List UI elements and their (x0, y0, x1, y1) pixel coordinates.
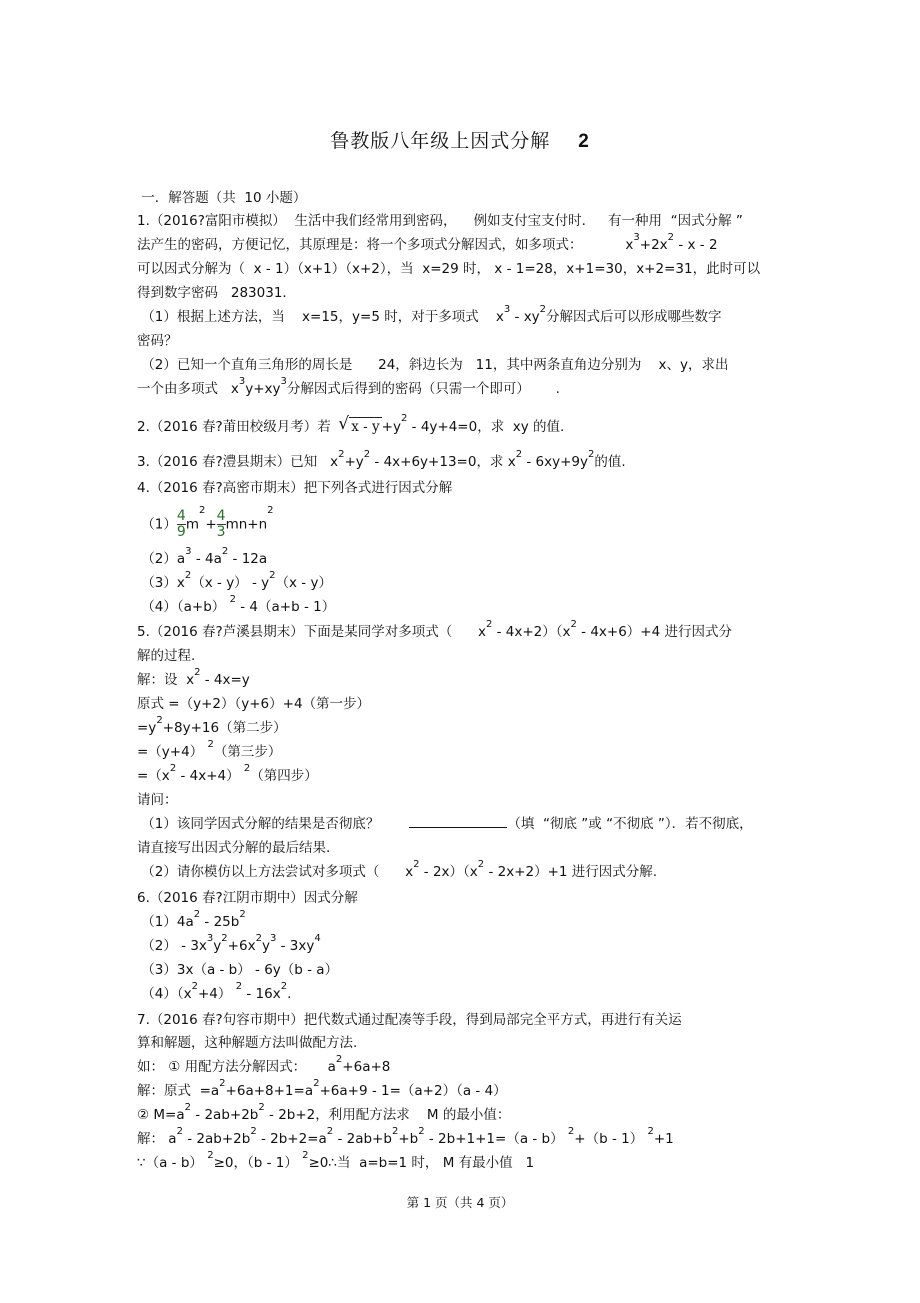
text-run: +y (381, 419, 401, 435)
text-line (137, 667, 250, 689)
text-run: 解的过程. (137, 648, 196, 664)
text-line (137, 332, 178, 350)
superscript: 2 (515, 449, 523, 460)
text-run: 的值. (594, 454, 626, 470)
superscript: 2 (391, 1126, 399, 1137)
superscript: 2 (280, 981, 288, 992)
text-run: 请直接写出因式分解的最后结果. (137, 840, 331, 856)
text-line (137, 594, 336, 616)
superscript: 2 (191, 981, 198, 992)
text-run: +6x (227, 938, 256, 954)
text-line (137, 570, 332, 592)
superscript: 2 (539, 304, 547, 315)
text-line (137, 695, 370, 713)
text-run: （2） - 3x (137, 938, 207, 954)
superscript: 2 (198, 505, 206, 516)
superscript: 2 (647, 1126, 654, 1137)
text-run: 5.（2016 春?芦溪县期末）下面是某同学对多项式（ x (137, 624, 486, 640)
text-line (137, 449, 626, 471)
superscript: 3 (280, 376, 287, 387)
text-line (137, 889, 358, 907)
superscript: 2 (221, 546, 229, 557)
text-run: 法产生的密码，方便记忆，其原理是：将一个多项式分解因式，如多项式： x (137, 237, 634, 253)
text-line (137, 839, 330, 857)
text-line (137, 232, 718, 254)
text-run: （1） (137, 516, 177, 533)
text-run: + (205, 516, 217, 533)
text-run: y (213, 938, 222, 954)
text-run: （3）x (137, 575, 185, 591)
superscript: 2 (207, 1150, 214, 1161)
text-run: 一．解答题（共 10 小题） (137, 190, 307, 206)
text-run: y (261, 938, 270, 954)
superscript: 2 (413, 859, 420, 870)
superscript: 2 (255, 933, 262, 944)
text-run: - 2b+2=a (256, 1131, 327, 1147)
text-run: （第四步） (250, 768, 318, 784)
superscript: 2 (570, 619, 577, 630)
superscript: 2 (194, 667, 201, 678)
text-line (137, 715, 287, 737)
text-line (137, 304, 722, 326)
superscript: 2 (156, 715, 163, 726)
text-run: 得到数字密码 283031． (137, 285, 296, 301)
text-run: m (185, 516, 199, 533)
text-line (137, 1150, 535, 1172)
text-line (137, 1102, 511, 1124)
text-run: - 4x+6y+13=0，求 x (370, 454, 516, 470)
text-run: - xy (510, 309, 540, 325)
text-line (137, 356, 729, 374)
superscript: 2 (176, 1126, 183, 1137)
document-title (0, 126, 920, 153)
text-run: （2）请你模仿以上方法尝试对多项式（ x (137, 864, 414, 880)
text-run: - 2ab+b (333, 1131, 392, 1147)
text-line (137, 376, 560, 398)
text-run: （x - y） - y (191, 575, 270, 591)
text-line (137, 212, 743, 230)
text-line (137, 505, 274, 540)
text-run: - 25b (200, 914, 240, 930)
text-run: 分解因式后可以形成哪些数字 (546, 309, 722, 325)
superscript: 2 (207, 739, 214, 750)
text-run: +6a+9 - 1=（a+2）（a - 4） (319, 1083, 507, 1099)
superscript: 2 (302, 1150, 309, 1161)
text-run: - 4y+4=0，求 xy 的值. (407, 419, 565, 435)
text-line (137, 260, 760, 278)
superscript: 2 (485, 619, 493, 630)
text-run: +y (344, 454, 364, 470)
superscript: 2 (229, 594, 236, 605)
superscript: 2 (235, 981, 243, 992)
text-run: mn+n (225, 516, 268, 533)
text-line (137, 1054, 391, 1076)
text-run: 如： ① 用配方法分解因式： a (137, 1059, 336, 1075)
text-run: （3）3x（a - b） - 6y（b - a） (137, 962, 339, 978)
text-run: 2.（2016 春?莆田校级月考）若 (137, 419, 340, 435)
title-text: 鲁教版八年级上因式分解 (330, 130, 551, 152)
superscript: 2 (313, 1078, 320, 1089)
text-run: +6a+8 (342, 1059, 391, 1075)
text-line (137, 981, 292, 1003)
superscript: 2 (184, 570, 192, 581)
text-run: ≥0，（b - 1） (213, 1155, 303, 1171)
text-line (137, 933, 321, 955)
superscript: 3 (238, 376, 246, 387)
text-run: - 4x=y (200, 672, 250, 688)
superscript: 2 (338, 449, 345, 460)
text-run: - 3xy (276, 938, 315, 954)
text-line (137, 479, 452, 497)
text-run: - 2b+1+1=（a - b） (424, 1131, 568, 1147)
text-run: （1）该同学因式分解的结果是否彻底？ (137, 816, 410, 832)
text-run: =（y+4） (137, 744, 208, 760)
superscript: 4 (314, 933, 321, 944)
text-run: - 16x (242, 986, 281, 1002)
superscript: 2 (326, 1126, 334, 1137)
text-run: +8y+16（第二步） (162, 720, 287, 736)
superscript: 3 (633, 232, 640, 243)
text-run: - 4（a+b - 1） (235, 599, 336, 615)
text-line (137, 284, 296, 302)
text-run: +2x (639, 237, 668, 253)
superscript: 2 (184, 1102, 192, 1113)
superscript: 2 (221, 933, 228, 944)
superscript: 2 (219, 1078, 226, 1089)
text-line (137, 189, 306, 207)
text-run: 解：原式 =a (137, 1083, 220, 1099)
text-run: - 4x+4） (176, 768, 244, 784)
text-run: 原式 =（y+2）（y+6）+4（第一步） (137, 696, 371, 712)
superscript: 2 (477, 859, 485, 870)
text-run: （4）（a+b） (137, 599, 230, 615)
superscript: 2 (250, 1126, 257, 1137)
text-run: 算和解题，这种解题方法叫做配方法. (137, 1035, 358, 1051)
text-line (137, 791, 178, 809)
text-run: ≥0∴当 a=b=1 时， M 有最小值 1 (308, 1155, 535, 1171)
superscript: 2 (258, 1102, 265, 1113)
text-run: （x - y） (275, 575, 332, 591)
superscript: 2 (269, 570, 276, 581)
superscript: 2 (193, 909, 201, 920)
text-run: 6.（2016 春?江阴市期中）因式分解 (137, 890, 358, 906)
text-run: （2）a (137, 551, 186, 567)
superscript: 2 (363, 449, 371, 460)
fraction: $\frac{4}{9}$ (176, 508, 186, 540)
text-run: 解：设 x (137, 672, 195, 688)
page-footer: 第 1 页（共 4 页） (406, 1195, 514, 1210)
superscript: 2 (169, 763, 177, 774)
square-root: √ x - y (349, 417, 381, 436)
text-run: 解： a (137, 1131, 177, 1147)
text-run: =（x (137, 768, 170, 784)
text-run: +1 (653, 1131, 674, 1147)
text-run: 1.（2016?富阳市模拟） 生活中我们经常用到密码， 例如支付宝支付时． 有一种用 “因式分解 ” (137, 213, 743, 229)
text-run: - 4a (191, 551, 222, 567)
text-line (137, 1126, 674, 1148)
superscript: 2 (567, 1126, 575, 1137)
text-run: （第三步） (213, 744, 282, 760)
superscript: 2 (400, 413, 408, 424)
text-run: 分解因式后得到的密码（只需一个即可） . (286, 381, 560, 397)
superscript: 3 (503, 304, 511, 315)
superscript: 3 (269, 933, 277, 944)
text-run: 一个由多项式 x (137, 381, 239, 397)
text-run: （填 “彻底 ”或 “不彻底 ”）．若不彻底， (507, 816, 753, 832)
text-run: =y (137, 720, 157, 736)
superscript: 2 (418, 1126, 425, 1137)
fraction: $\frac{4}{3}$ (216, 508, 226, 540)
superscript: 2 (267, 505, 274, 516)
text-run: - 6xy+9y (522, 454, 589, 470)
text-run: - 4x+6）+4 进行因式分 (576, 624, 732, 640)
text-run: - x - 2 (674, 237, 718, 253)
text-run: （4）（x (137, 986, 192, 1002)
text-line (137, 815, 753, 833)
text-run: ② M=a (137, 1107, 185, 1123)
text-line (137, 647, 195, 665)
superscript: 3 (185, 546, 192, 557)
answer-blank (409, 815, 507, 828)
superscript: 2 (588, 449, 595, 460)
text-line (137, 763, 318, 785)
text-run: - 12a (228, 551, 268, 567)
title-number: 2 (578, 131, 590, 152)
text-line (137, 1034, 357, 1052)
text-run: - 2ab+2b (191, 1107, 259, 1123)
text-run: ∵（a - b） (137, 1155, 208, 1171)
text-line (137, 546, 268, 568)
text-line (137, 413, 565, 436)
text-run: （2）已知一个直角三角形的周长是 24，斜边长为 11，其中两条直角边分别为 x、y，求出 (137, 357, 729, 373)
text-run: . (287, 986, 292, 1002)
text-run: +6a+8+1=a (225, 1083, 314, 1099)
text-run: - 2x+2）+1 进行因式分解. (484, 864, 658, 880)
text-run: - 4x+2）（x (492, 624, 571, 640)
text-line (137, 619, 732, 641)
superscript: 2 (667, 232, 675, 243)
text-run: 4.（2016 春?高密市期末）把下列各式进行因式分解 (137, 480, 453, 496)
text-run: 请问： (137, 792, 178, 808)
text-run: +（b - 1） (574, 1131, 648, 1147)
text-run: +b (398, 1131, 419, 1147)
text-run: y+xy (245, 381, 281, 397)
superscript: 2 (243, 763, 251, 774)
superscript: 2 (335, 1054, 343, 1065)
text-run: - 2x）（x (419, 864, 478, 880)
text-line (137, 739, 282, 761)
text-line (137, 909, 246, 931)
text-run: （1）根据上述方法，当 x=15，y=5 时，对于多项式 x (137, 309, 504, 325)
text-run: 3.（2016 春?澧县期末）已知 x (137, 454, 339, 470)
text-run: - 2ab+2b (182, 1131, 251, 1147)
text-line (137, 961, 338, 979)
text-run: - 2b+2，利用配方法求 M 的最小值： (264, 1107, 511, 1123)
text-line (137, 1011, 682, 1029)
text-line (137, 859, 658, 881)
text-run: +4） (198, 986, 236, 1002)
text-run: （1）4a (137, 914, 194, 930)
text-run: 可以因式分解为（ x - 1）（x+1）（x+2），当 x=29 时， x - 1=28，x+1=30，x+2=31，此时可以 (137, 261, 761, 277)
text-run: 7.（2016 春?句容市期中）把代数式通过配凑等手段，得到局部完全平方式，再进行有关运 (137, 1012, 682, 1028)
superscript: 3 (206, 933, 214, 944)
text-run: 密码？ (137, 333, 178, 349)
text-line (137, 1078, 507, 1100)
superscript: 2 (239, 909, 246, 920)
